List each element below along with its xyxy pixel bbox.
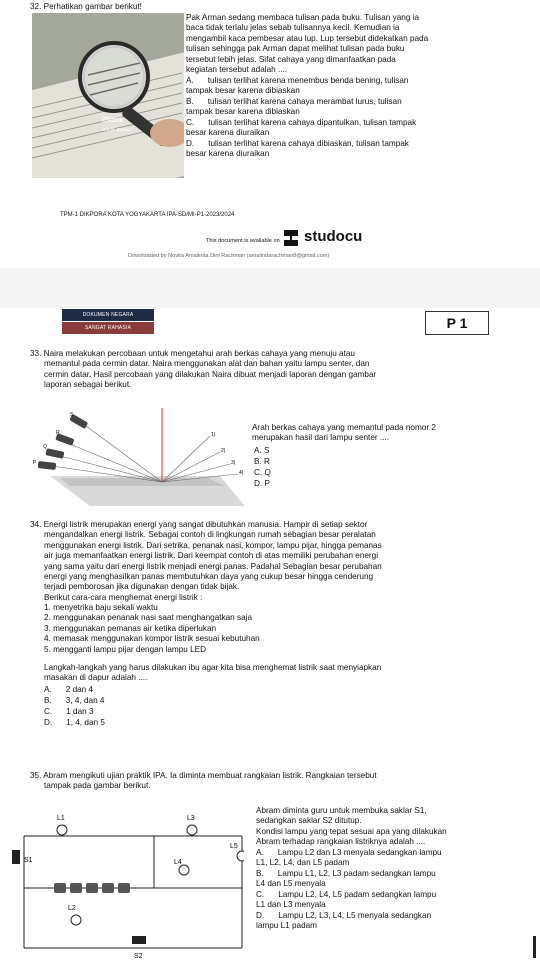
- q34-list: [44, 603, 260, 655]
- q33-line: cermin datar. Hasil percobaan yang dilakukan Naira dibuat menjadi laporan dengan gambar: [44, 369, 377, 379]
- circuit-diagram: [4, 808, 244, 958]
- q33-question-line: Arah berkas cahaya yang memantul pada nomor 2: [252, 423, 436, 432]
- q32-line: baca tidak terlalu jelas sebab tulisannya kecil. Kemudian ia: [186, 23, 400, 33]
- q35-option-b[interactable]: B. Lampu L1, L2, L3 padam sedangkan lampu: [256, 869, 436, 878]
- q34-line: air juga memanfaatkan energi listrik. Dari keempat contoh di atas memiliki perubahan energi: [44, 551, 379, 561]
- q35-option-d[interactable]: D. Lampu L2, L3, L4, L5 menyala sedangkan: [256, 911, 432, 920]
- q34-line: menggunakan energi listrik. Dari setrika, penanak nasi, kompor, lampu pijar, hingga pemanas: [44, 540, 382, 550]
- q32-option-a[interactable]: A. tulisan terlihat karena menembus benda bening, tulisan: [186, 76, 409, 85]
- q32-option-c-cont: besar karena diuraikan: [186, 128, 270, 137]
- q32-option-b-cont: tampak besar karena dibiaskan: [186, 107, 300, 116]
- label-l4: L4: [174, 859, 182, 866]
- q34-line: 34. Energi listrik merupakan energi yang sangat dibutuhkan manusia. Hampir di setiap sektor: [30, 520, 368, 529]
- q33-line: 33. Naira melakukan percobaan untuk mengetahui arah berkas cahaya yang menuju atau: [30, 349, 355, 358]
- available-on-text: This document is available on: [206, 238, 280, 244]
- q35-option-c[interactable]: C. Lampu L2, L4, L5 padam sedangkan lampu: [256, 890, 437, 899]
- doc-code: TPM-1 DIKPORA KOTA YOGYAKARTA IPA-SD/MI-P1-2023/2024: [60, 212, 235, 218]
- q32-option-c[interactable]: C. tulisan terlihat karena cahaya dipantulkan, tulisan tampak: [186, 118, 417, 127]
- badge-sangat-rahasia: SANGAT RAHASIA: [62, 322, 154, 334]
- q32-option-d-cont: besar karena diuraikan: [186, 149, 270, 158]
- magnifier-illustration: [32, 13, 184, 178]
- q33-line: laporan sebagai berikut.: [44, 380, 132, 390]
- q32-option-a-cont: tampak besar karena dibiaskan: [186, 86, 300, 95]
- photo-credit: Credit: Sureso: [102, 127, 131, 132]
- q33-question-line: merupakan hasil dari lampu senter ....: [252, 433, 389, 443]
- downloaded-by: Downloaded by Novita Amalinda Dini Rachman (amalindarachman8@gmail.com): [128, 253, 330, 259]
- q33-line: memantul pada cermin datar. Naira menggunakan alat dan bahan yaitu lampu senter, dan: [44, 359, 370, 369]
- label-s2: S2: [134, 953, 143, 958]
- q34-line: mengandalkan energi listrik. Sebagai contoh di lingkungan rumah sebagian besar peralatan: [44, 530, 376, 540]
- q34-stem: [30, 520, 382, 603]
- q34-line: terjadi pemborosan jika digunakan dengan tidak bijak.: [44, 582, 240, 592]
- q32-line: Pak Arman sedang membaca tulisan pada buku. Tulisan yang ia: [186, 13, 420, 22]
- label-l3: L3: [187, 815, 195, 822]
- q34-option-d[interactable]: D. 1, 4, dan 5: [44, 718, 105, 727]
- label-l5: L5: [230, 843, 238, 850]
- magnifier-photo: [32, 13, 184, 178]
- q35-option-a-cont: L1, L2, L4, dan L5 padam: [256, 858, 350, 867]
- q35-option-d-cont: lampu L1 padam: [256, 921, 317, 930]
- q35-question-line: Kondisi lampu yang tepat sesuai apa yang dilakukan: [256, 826, 447, 836]
- label-s1: S1: [24, 857, 33, 864]
- q32-stem: [186, 13, 428, 75]
- q34-list-item: 2. menggunakan penanak nasi saat menghangatkan saja: [44, 613, 253, 623]
- q32-option-b[interactable]: B. tulisan terlihat karena cahaya merambat lurus, tulisan: [186, 97, 402, 106]
- q33-question: [252, 423, 436, 444]
- scrollbar-handle[interactable]: [533, 936, 536, 958]
- q34-question-line: masakan di dapur adalah ....: [44, 673, 148, 683]
- label-l1: L1: [57, 815, 65, 822]
- q35-question-line: Abram terhadap rangkaian listriknya adalah ....: [256, 837, 426, 847]
- q35-question-line: Abram diminta guru untuk membuka saklar S1,: [256, 806, 427, 815]
- q35-option-a[interactable]: A. Lampu L2 dan L3 menyala sedangkan lampu: [256, 848, 442, 857]
- q33-option-a[interactable]: A. S: [254, 446, 270, 455]
- q34-list-item: 4. memasak menggunakan kompor listrik sesuai kebutuhan: [44, 634, 260, 644]
- q35-line: tampak pada gambar berikut.: [44, 781, 151, 791]
- label-4: 4): [239, 470, 244, 476]
- page-label: P 1: [425, 311, 489, 335]
- q34-question: [44, 663, 381, 684]
- q34-line: energi yang menghasilkan panas membutuhkan daya yang cukup besar hingga cenderung: [44, 572, 374, 582]
- studocu-logo-icon: [280, 227, 302, 249]
- q35-option-c-cont: L1 dan L3 menyala: [256, 900, 326, 909]
- label-l2: L2: [68, 905, 76, 912]
- q33-option-c[interactable]: C. Q: [254, 468, 271, 477]
- q34-list-item: 3. menggunakan pemanas air ketika diperlukan: [44, 623, 217, 633]
- q34-option-b[interactable]: B. 3, 4, dan 4: [44, 696, 105, 705]
- q33-stem: [30, 349, 376, 391]
- q35-question: [256, 806, 447, 848]
- q35-question-line: sedangkan saklar S2 ditutup.: [256, 816, 362, 826]
- page-separator: [0, 268, 540, 308]
- q34-line: yang sama yaitu dari energi listrik menjadi energi panas. Padahal Sebagian besar perubahan: [44, 561, 382, 571]
- q34-line: Berikut cara-cara menghemat energi listrik :: [44, 592, 203, 602]
- label-s: S: [70, 412, 74, 418]
- q35-option-b-cont: L4 dan L5 menyala: [256, 879, 326, 888]
- photo-watermark: iStock: [102, 117, 124, 124]
- q34-option-a[interactable]: A. 2 dan 4: [44, 685, 94, 694]
- q34-list-item: 5. mengganti lampu pijar dengan lampu LED: [44, 644, 207, 654]
- q34-option-c[interactable]: C. 1 dan 3: [44, 707, 94, 716]
- label-3: 3): [231, 460, 236, 466]
- q35-stem: [30, 771, 377, 792]
- label-2: 2): [221, 448, 226, 454]
- q33-option-d[interactable]: D. P: [254, 479, 270, 488]
- badge-dokumen-negara: DOKUMEN NEGARA: [62, 309, 154, 321]
- q32-line: mengambil kaca pembesar atau lup. Lup tersebut didekatkan pada: [186, 33, 429, 43]
- q32-line: tersebut lebih jelas. Sifat cahaya yang dimanfaatkan pada: [186, 54, 396, 64]
- label-p: P: [33, 460, 37, 466]
- q32-option-d[interactable]: D. tulisan terlihat karena cahaya dibiaskan, tulisan tampak: [186, 139, 409, 148]
- label-1: 1): [211, 432, 216, 438]
- q34-question-line: Langkah-langkah yang harus dilakukan ibu agar kita bisa menghemat listrik saat menyiapkan: [44, 663, 382, 672]
- q33-option-b[interactable]: B. R: [254, 457, 270, 466]
- label-q: Q: [43, 444, 47, 450]
- q34-list-item: 1. menyetrika baju sekali waktu: [44, 603, 158, 612]
- q32-line: tulisan sehingga pak Arman dapat melihat tulisan pada buku: [186, 44, 405, 54]
- q35-line: 35. Abram mengikuti ujian praktik IPA. Ia diminta membuat rangkaian listrik. Rangkaian tersebut: [30, 771, 377, 780]
- mirror-reflection-diagram: [30, 406, 250, 510]
- label-r: R: [56, 430, 60, 436]
- q32-header: 32. Perhatikan gambar berikut!: [30, 2, 142, 11]
- q32-line: kegiatan tersebut adalah ....: [186, 65, 288, 75]
- studocu-brand[interactable]: studocu: [304, 228, 363, 245]
